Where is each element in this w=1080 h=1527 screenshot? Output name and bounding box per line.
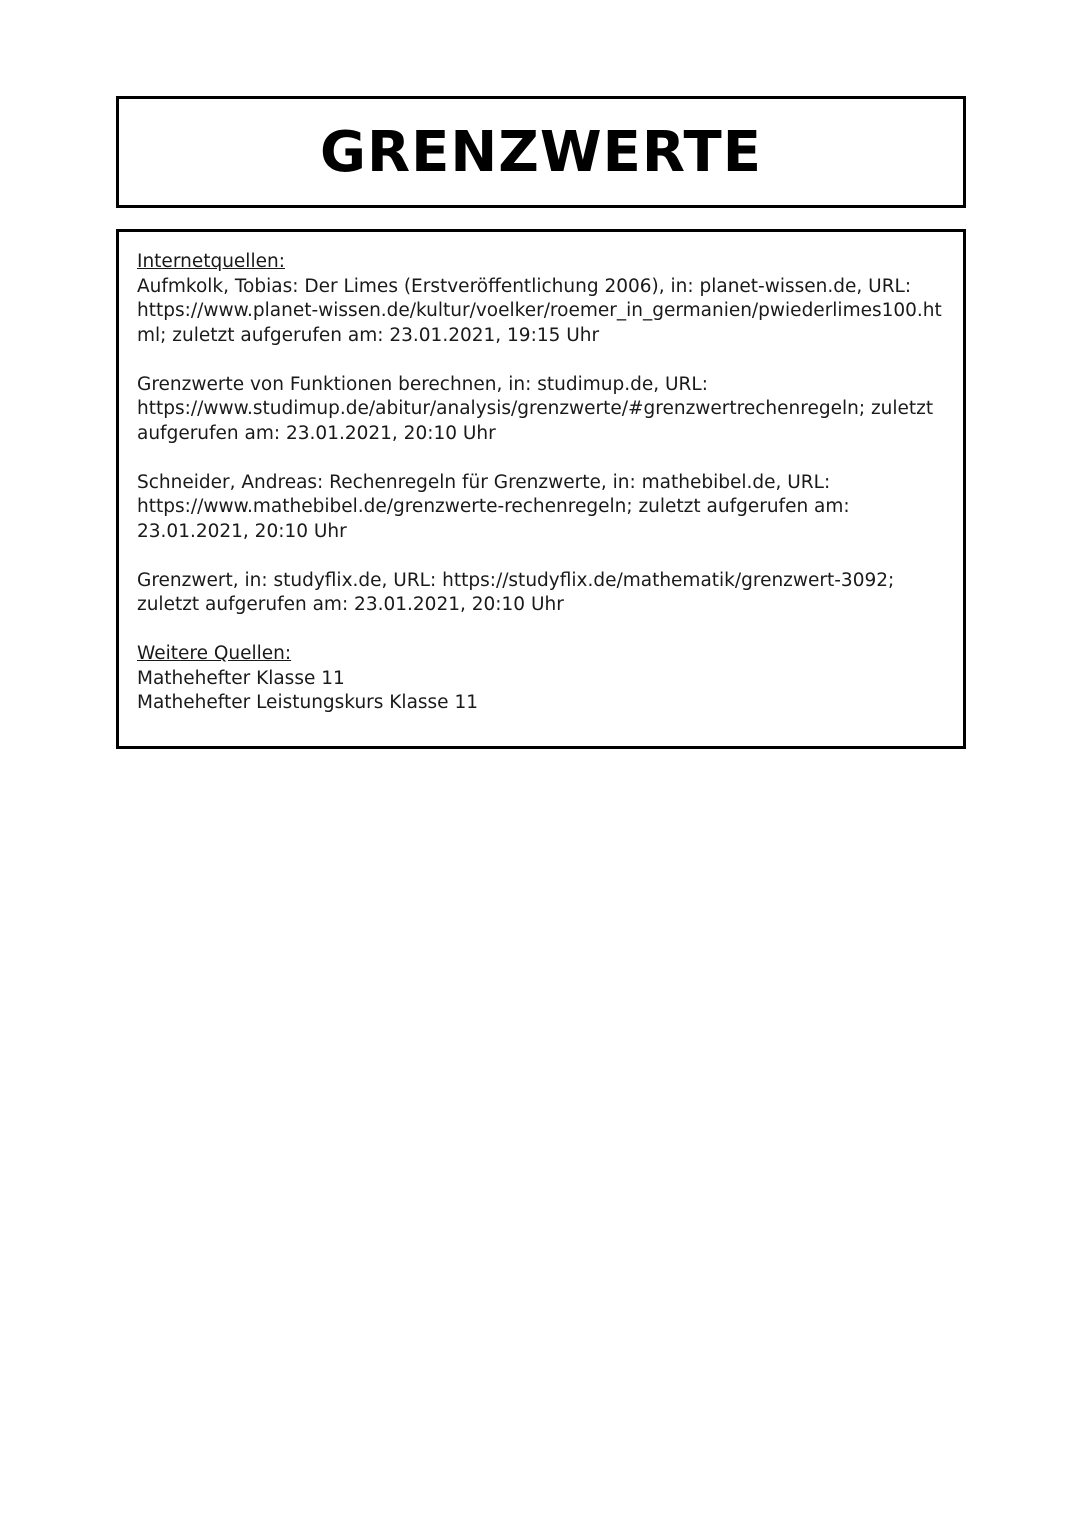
source-entry-text: Aufmkolk, Tobias: Der Limes (Erstveröffentlichung 2006), in: planet-wissen.de, URL:: [137, 275, 912, 297]
source-entry-url: https://www.mathebibel.de/grenzwerte-rechenregeln;: [137, 496, 633, 517]
source-entry-text: Schneider, Andreas: Rechenregeln für Grenzwerte, in: mathebibel.de, URL:: [137, 471, 831, 493]
page-title: GRENZWERTE: [320, 119, 762, 185]
source-entry-url: https://studyflix.de/mathematik/grenzwert-3092;: [442, 569, 895, 591]
other-source-item: Mathehefter Klasse 11: [137, 667, 345, 689]
source-entry-accessed: zuletzt aufgerufen am: 23.01.2021, 20:10 Uhr: [137, 496, 850, 542]
other-sources-heading: Weitere Quellen:: [137, 643, 292, 664]
source-entry: [137, 569, 945, 618]
title-box: [116, 96, 966, 208]
source-entry-url: https://www.studimup.de/abitur/analysis/grenzwerte/#grenzwertrechenregeln;: [137, 398, 866, 419]
source-entry: [137, 275, 945, 349]
source-entry-accessed: zuletzt aufgerufen am: 23.01.2021, 20:10 Uhr: [137, 594, 564, 615]
source-entry: [137, 373, 945, 447]
source-entry-url: https://www.planet-wissen.de/kultur/voelker/roemer_in_germanien/pwiederlimes100.html;: [137, 300, 942, 346]
sources-content: [137, 250, 945, 716]
source-entry: [137, 471, 945, 545]
sources-box: [116, 229, 966, 749]
internet-sources-heading: Internetquellen:: [137, 251, 285, 272]
source-entry-text: Grenzwerte von Funktionen berechnen, in: studimup.de, URL:: [137, 373, 708, 395]
other-source-item: Mathehefter Leistungskurs Klasse 11: [137, 692, 478, 713]
source-entry-accessed: zuletzt aufgerufen am: 23.01.2021, 19:15 Uhr: [172, 324, 600, 346]
source-entry-accessed: zuletzt aufgerufen am: 23.01.2021, 20:10 Uhr: [137, 398, 934, 444]
source-entry-text: Grenzwert, in: studyflix.de, URL:: [137, 569, 437, 591]
